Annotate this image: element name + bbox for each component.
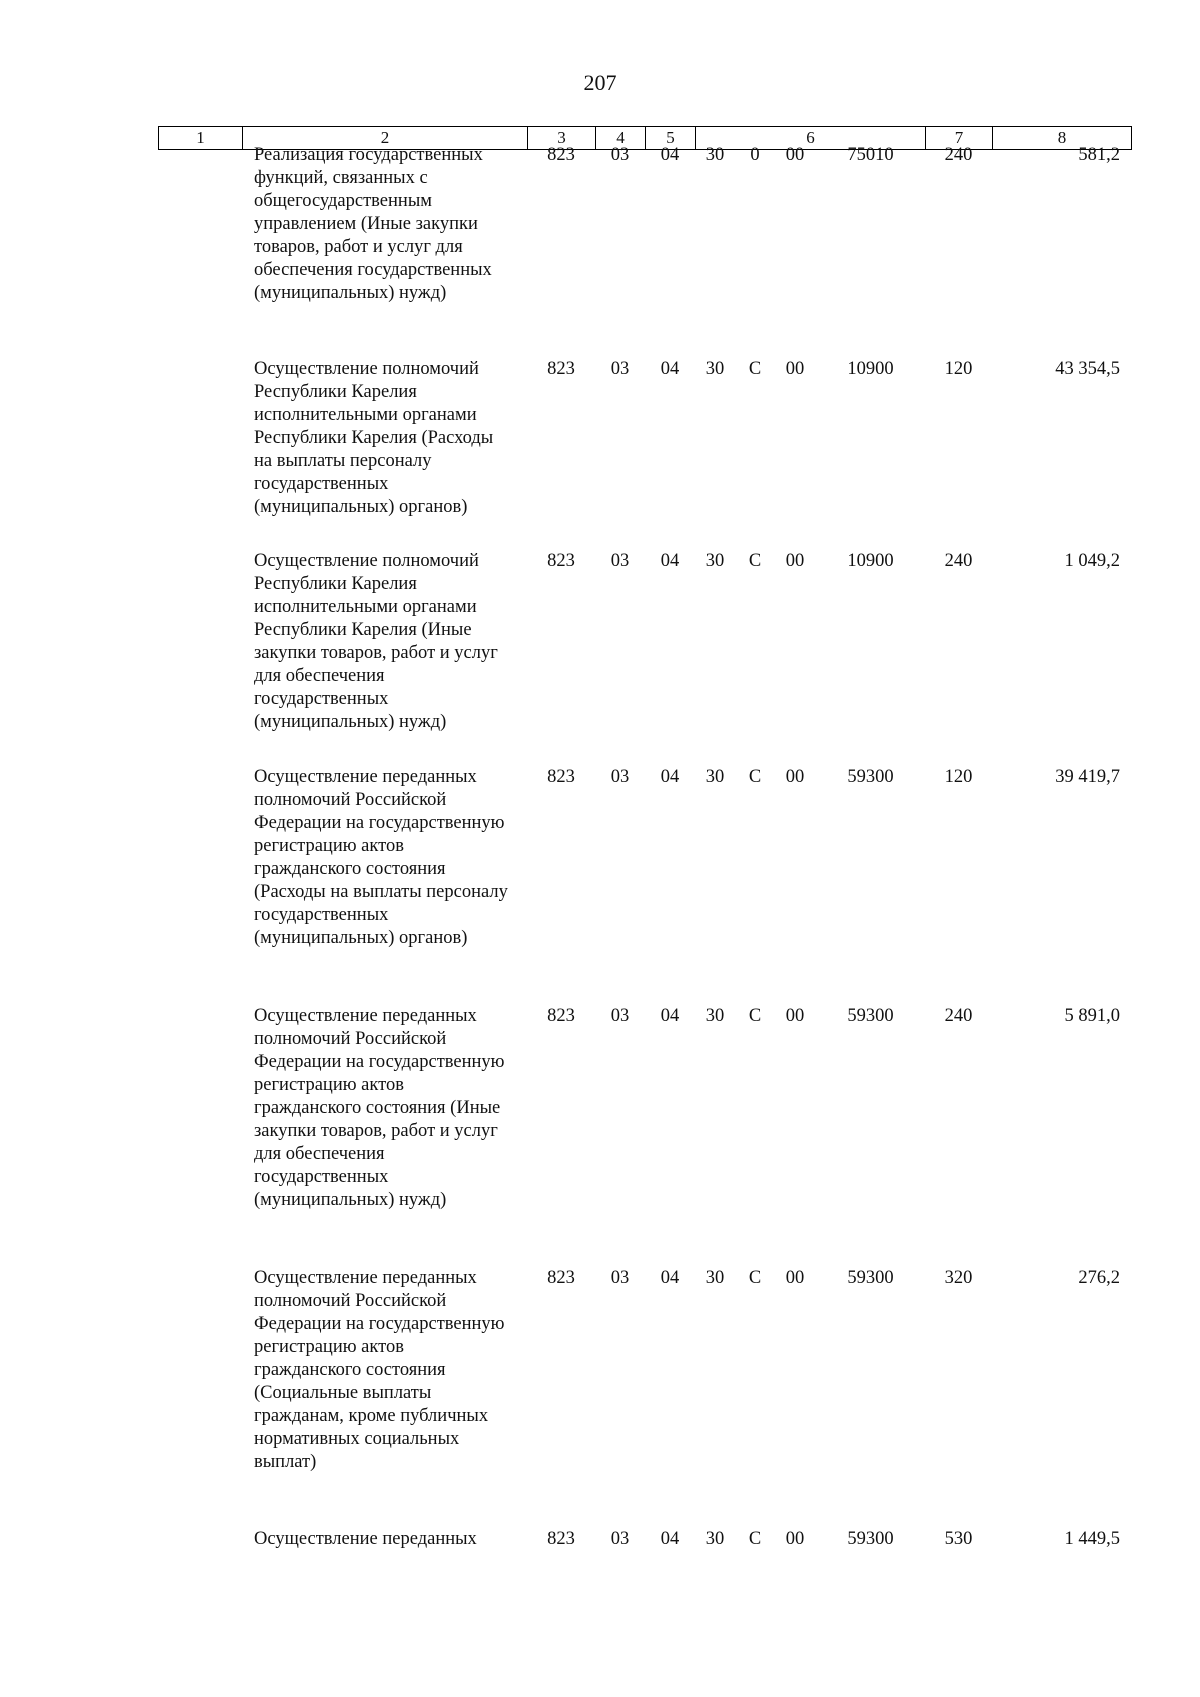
row-col-6-direction: 10900 (847, 551, 894, 571)
row-description: Осуществление переданных полномочий Российской Федерации на государственную регистрацию актов гражданского состояния (Иные закупки товаров, работ и услуг для обеспечения государственных (муниципальных) нужд) (254, 1006, 505, 1210)
row-col-5: 04 (660, 551, 680, 571)
row-description: Осуществление переданных полномочий Российской Федерации на государственную регистрацию актов гражданского состояния (Социальные выплаты гражданам, кроме публичных нормативных социальных выплат) (254, 1268, 505, 1472)
row-col-8-amount: 276,2 (1078, 1268, 1120, 1288)
row-col-6-subprogram: С (748, 1006, 762, 1026)
row-description: Реализация государственных функций, связанных с общегосударственным управлением (Иные закупки товаров, работ и услуг для обеспечения государственных (муниципальных) нужд) (254, 145, 492, 303)
row-description: Осуществление переданных полномочий Российской Федерации на государственную регистрацию актов гражданского состояния (Расходы на выплаты персоналу государственных (муниципальных) органов) (254, 767, 508, 948)
row-col-6-main: 00 (785, 1006, 805, 1026)
row-col-6-program: 30 (705, 1529, 725, 1549)
row-col-7: 320 (944, 1268, 973, 1288)
budget-table (158, 126, 1132, 1549)
row-col-6-subprogram: С (748, 551, 762, 571)
header-col-2: 2 (243, 127, 528, 149)
row-description: Осуществление полномочий Республики Карелия исполнительными органами Республики Карелия (Расходы на выплаты персоналу государственных (муниципальных) органов) (254, 359, 494, 517)
row-col-6-subprogram: С (748, 1529, 762, 1549)
row-col-6-main: 00 (785, 359, 805, 379)
row-col-3: 823 (547, 1268, 575, 1288)
header-col-7: 7 (926, 127, 993, 149)
row-col-5: 04 (660, 1529, 680, 1549)
row-col-7: 240 (944, 551, 973, 571)
header-col-8: 8 (1057, 128, 1067, 147)
row-col-5: 04 (660, 1268, 680, 1288)
row-col-4: 03 (610, 359, 630, 379)
row-col-6-direction: 59300 (847, 1529, 894, 1549)
row-description: Осуществление переданных (254, 1529, 477, 1549)
row-col-8-amount: 39 419,7 (1055, 767, 1120, 787)
row-col-6-subprogram: 0 (750, 145, 760, 165)
row-col-4: 03 (610, 145, 630, 165)
row-col-6-direction: 59300 (847, 767, 894, 787)
row-col-6-main: 00 (785, 767, 805, 787)
row-col-3: 823 (547, 1529, 575, 1549)
row-col-7: 120 (944, 359, 973, 379)
header-col-1: 1 (159, 127, 243, 149)
row-col-6-subprogram: С (748, 767, 762, 787)
row-col-8-amount: 1 449,5 (1064, 1529, 1120, 1549)
row-col-3: 823 (547, 145, 575, 165)
row-col-6-direction: 59300 (847, 1006, 894, 1026)
row-col-6-main: 00 (785, 145, 805, 165)
row-col-8-amount: 1 049,2 (1064, 551, 1120, 571)
row-col-7: 120 (944, 767, 973, 787)
row-col-5: 04 (660, 145, 680, 165)
header-col-4: 4 (596, 127, 646, 149)
row-description: Осуществление полномочий Республики Карелия исполнительными органами Республики Карелия (Иные закупки товаров, работ и услуг для обеспечения государственных (муниципальных) нужд) (254, 551, 498, 732)
row-col-6-subprogram: С (748, 359, 762, 379)
row-col-4: 03 (610, 1006, 630, 1026)
row-col-8-amount: 581,2 (1078, 145, 1120, 165)
row-col-8-amount: 43 354,5 (1055, 359, 1120, 379)
page-number: 207 (583, 70, 617, 95)
row-col-6-program: 30 (705, 359, 725, 379)
row-col-3: 823 (547, 551, 575, 571)
row-col-6-program: 30 (705, 551, 725, 571)
row-col-3: 823 (547, 359, 575, 379)
row-col-4: 03 (610, 551, 630, 571)
row-col-6-main: 00 (785, 1268, 805, 1288)
row-col-8-amount: 5 891,0 (1064, 1006, 1120, 1026)
row-col-4: 03 (610, 1529, 630, 1549)
row-col-6-program: 30 (705, 1006, 725, 1026)
row-col-7: 240 (944, 1006, 973, 1026)
row-col-5: 04 (660, 359, 680, 379)
row-col-6-program: 30 (705, 1268, 725, 1288)
row-col-6-direction: 10900 (847, 359, 894, 379)
header-col-5: 5 (646, 127, 696, 149)
row-col-5: 04 (660, 1006, 680, 1026)
row-col-6-subprogram: С (748, 1268, 762, 1288)
row-col-5: 04 (660, 767, 680, 787)
row-col-4: 03 (610, 767, 630, 787)
header-col-3: 3 (528, 127, 596, 149)
header-col-6: 6 (696, 127, 926, 149)
row-col-6-program: 30 (705, 145, 725, 165)
row-col-3: 823 (547, 1006, 575, 1026)
row-col-6-direction: 75010 (847, 145, 894, 165)
row-col-7: 530 (944, 1529, 973, 1549)
row-col-4: 03 (610, 1268, 630, 1288)
row-col-6-program: 30 (705, 767, 725, 787)
row-col-7: 240 (944, 145, 973, 165)
row-col-6-main: 00 (785, 1529, 805, 1549)
row-col-6-main: 00 (785, 551, 805, 571)
row-col-6-direction: 59300 (847, 1268, 894, 1288)
row-col-3: 823 (547, 767, 575, 787)
